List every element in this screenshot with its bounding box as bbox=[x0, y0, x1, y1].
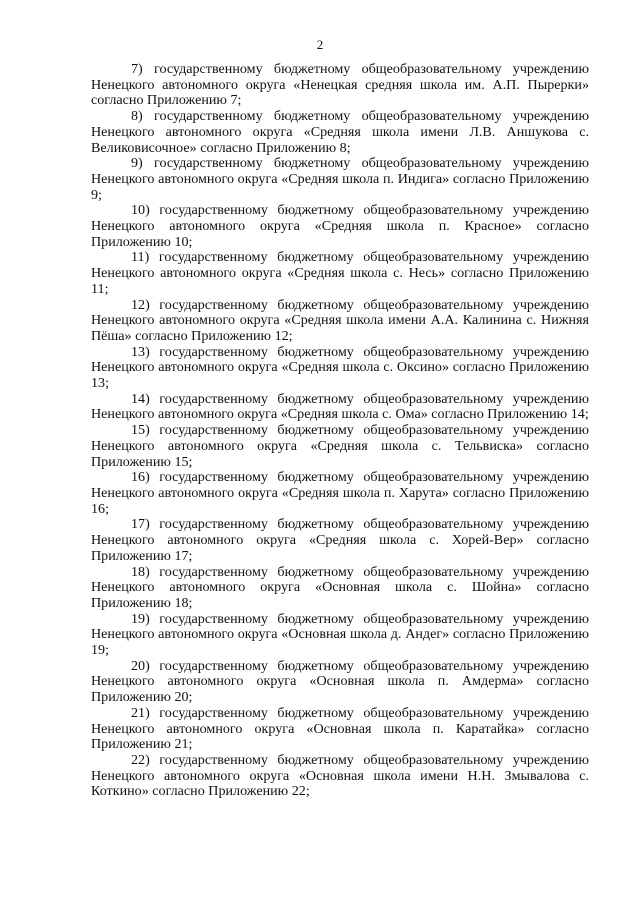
list-item: 13) государственному бюджетному общеобразовательному учреждению Ненецкого автономного округа «Средняя школа с. Оксино» согласно Приложению 13; bbox=[91, 343, 589, 392]
list-item: 16) государственному бюджетному общеобразовательному учреждению Ненецкого автономного округа «Средняя школа п. Харута» согласно Приложению 16; bbox=[91, 469, 589, 517]
list-item: 12) государственному бюджетному общеобразовательному учреждению Ненецкого автономного округа «Средняя школа имени А.А. Калинина с. Нижняя Пёша» согласно Приложению 12; bbox=[91, 296, 589, 344]
list-item: 20) государственному бюджетному общеобразовательному учреждению Ненецкого автономного округа «Основная школа п. Амдерма» согласно Приложению 20; bbox=[91, 657, 589, 706]
document-body bbox=[91, 62, 589, 800]
list-item: 15) государственному бюджетному общеобразовательному учреждению Ненецкого автономного округа «Средняя школа с. Тельвиска» согласно Приложению 15; bbox=[91, 422, 589, 470]
list-item: 9) государственному бюджетному общеобразовательному учреждению Ненецкого автономного округа «Средняя школа п. Индига» согласно Приложению 9; bbox=[91, 155, 589, 203]
list-item: 7) государственному бюджетному общеобразовательному учреждению Ненецкого автономного округа «Ненецкая средняя школа им. А.П. Пырерки» согласно Приложению 7; bbox=[91, 61, 589, 109]
list-item: 17) государственному бюджетному общеобразовательному учреждению Ненецкого автономного округа «Средняя школа с. Хорей-Вер» согласно Приложению 17; bbox=[91, 516, 589, 564]
list-item: 22) государственному бюджетному общеобразовательному учреждению Ненецкого автономного округа «Основная школа имени Н.Н. Змывалова с. Коткино» согласно Приложению 22; bbox=[91, 751, 589, 800]
list-item: 8) государственному бюджетному общеобразовательному учреждению Ненецкого автономного округа «Средняя школа имени Л.В. Аншукова с. Великовисочное» согласно Приложению 8; bbox=[91, 108, 589, 156]
list-item: 14) государственному бюджетному общеобразовательному учреждению Ненецкого автономного округа «Средняя школа с. Ома» согласно Приложению 14; bbox=[91, 390, 589, 423]
list-item: 10) государственному бюджетному общеобразовательному учреждению Ненецкого автономного округа «Средняя школа п. Красное» согласно Приложению 10; bbox=[91, 202, 589, 250]
page-number: 2 bbox=[316, 37, 324, 52]
list-item: 19) государственному бюджетному общеобразовательному учреждению Ненецкого автономного округа «Основная школа д. Андег» согласно Приложению 19; bbox=[91, 610, 589, 659]
list-item: 11) государственному бюджетному общеобразовательному учреждению Ненецкого автономного округа «Средняя школа с. Несь» согласно Приложению 11; bbox=[91, 249, 589, 297]
list-item: 21) государственному бюджетному общеобразовательному учреждению Ненецкого автономного округа «Основная школа п. Каратайка» согласно Приложению 21; bbox=[91, 704, 589, 753]
list-item: 18) государственному бюджетному общеобразовательному учреждению Ненецкого автономного округа «Основная школа с. Шойна» согласно Приложению 18; bbox=[91, 563, 589, 611]
